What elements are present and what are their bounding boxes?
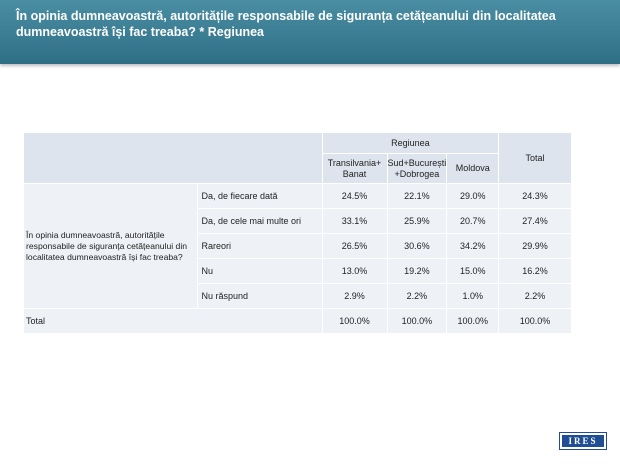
value-cell: 2.2% xyxy=(499,284,571,309)
value-cell: 2.2% xyxy=(387,284,447,309)
crosstab-table xyxy=(24,133,571,334)
question-cell: În opinia dumneavoastră, autoritățile responsabile de siguranța cetățeanului din localitatea dumneavoastră își fac treaba? xyxy=(24,184,197,309)
header-row-group xyxy=(24,133,571,154)
value-cell: 13.0% xyxy=(322,259,387,284)
column-header: Moldova xyxy=(447,154,499,184)
slide-title: În opinia dumneavoastră, autoritățile responsabile de siguranța cetățeanului din localitatea dumneavoastră își fac treaba? * Regiunea xyxy=(16,9,556,39)
table-row xyxy=(24,184,571,209)
ires-logo xyxy=(559,432,607,450)
value-cell: 29.9% xyxy=(499,234,571,259)
ires-logo-text: IRES xyxy=(562,435,604,447)
value-cell: 30.6% xyxy=(387,234,447,259)
total-row xyxy=(24,309,571,334)
total-column-header: Total xyxy=(499,133,571,184)
value-cell: 33.1% xyxy=(322,209,387,234)
value-cell: 100.0% xyxy=(447,309,499,334)
value-cell: 100.0% xyxy=(387,309,447,334)
answer-label: Nu răspund xyxy=(197,284,322,309)
value-cell: 29.0% xyxy=(447,184,499,209)
value-cell: 100.0% xyxy=(499,309,571,334)
value-cell: 15.0% xyxy=(447,259,499,284)
value-cell: 2.9% xyxy=(322,284,387,309)
value-cell: 27.4% xyxy=(499,209,571,234)
value-cell: 24.5% xyxy=(322,184,387,209)
region-group-header: Regiunea xyxy=(322,133,499,154)
column-header: Sud+București +Dobrogea xyxy=(387,154,447,184)
value-cell: 16.2% xyxy=(499,259,571,284)
value-cell: 19.2% xyxy=(387,259,447,284)
value-cell: 100.0% xyxy=(322,309,387,334)
value-cell: 34.2% xyxy=(447,234,499,259)
value-cell: 24.3% xyxy=(499,184,571,209)
value-cell: 26.5% xyxy=(322,234,387,259)
total-row-label: Total xyxy=(24,309,322,334)
answer-label: Nu xyxy=(197,259,322,284)
value-cell: 22.1% xyxy=(387,184,447,209)
value-cell: 20.7% xyxy=(447,209,499,234)
answer-label: Da, de fiecare dată xyxy=(197,184,322,209)
answer-label: Da, de cele mai multe ori xyxy=(197,209,322,234)
column-header: Transilvania+ Banat xyxy=(322,154,387,184)
header-empty-cell xyxy=(24,133,322,184)
slide-header xyxy=(0,0,620,64)
value-cell: 25.9% xyxy=(387,209,447,234)
value-cell: 1.0% xyxy=(447,284,499,309)
answer-label: Rareori xyxy=(197,234,322,259)
